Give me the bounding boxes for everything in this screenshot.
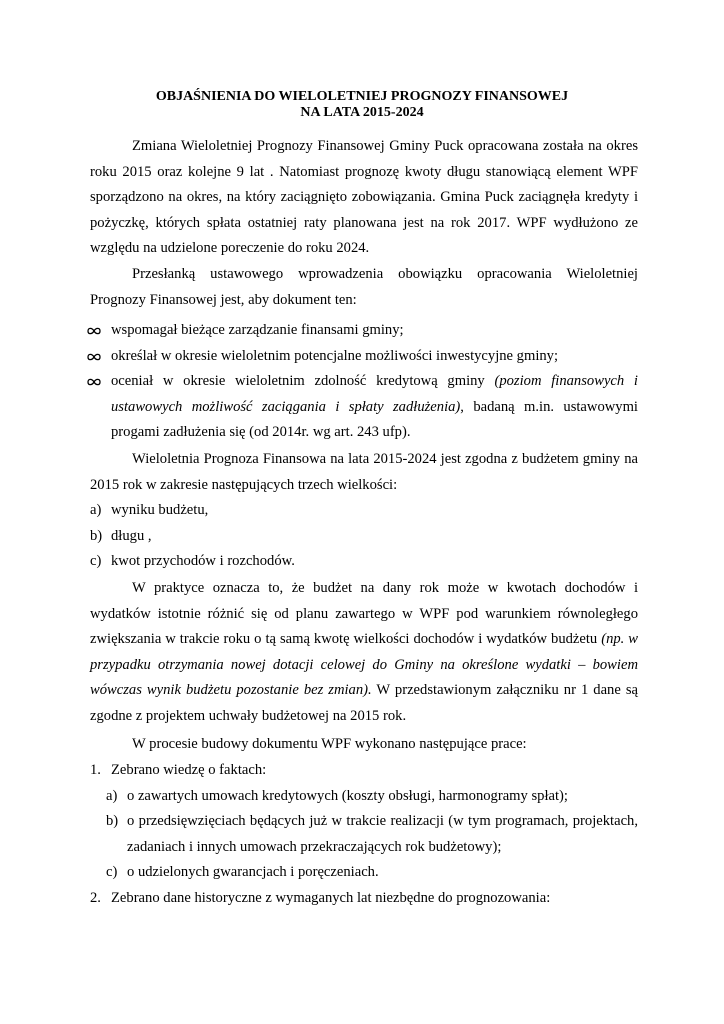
infinity-bullet-icon xyxy=(86,374,102,390)
infinity-bullet-icon xyxy=(86,323,102,339)
list-item: c) kwot przychodów i rozchodów. xyxy=(90,553,295,570)
list-item: c) o udzielonych gwarancjach i poręczeniach. xyxy=(106,864,379,881)
list-item: 2. Zebrano dane historyczne z wymaganych lat niezbędne do prognozowania: xyxy=(90,889,551,906)
title-line-2: NA LATA 2015-2024 xyxy=(300,105,424,120)
paragraph-practice: W praktyce oznacza to, że budżet na dany rok może w kwotach dochodów i wydatków istotnie różnić się od planu zawartego w WPF pod warunkiem równoległego zwiększania w trakcie roku o tą samą kwotę wielkości dochodów i wydatków budżetu (np. w przypadku otrzymania nowej dotacji celowej do Gminy na określone wydatki – bowiem wówczas wynik budżetu pozostanie bez zmian). W przedstawionym załączniku nr 1 dane są zgodne z projektem uchwały budżetowej na 2015 rok. xyxy=(90,580,639,724)
document-title xyxy=(0,89,724,121)
list-item: b) o przedsięwzięciach będących już w trakcie realizacji (w tym programach, projektach, zadaniach i innych umowach przekraczających rok budżetowy); xyxy=(106,813,638,855)
paragraph-intro: Zmiana Wieloletniej Prognozy Finansowej Gminy Puck opracowana została na okres roku 2015 oraz kolejne 9 lat . Natomiast prognozę kwoty długu stanowiącą element WPF sporządzono na okres, na który zaciągnięto zobowiązania. Gmina Puck zaciągnęła kredyty i pożyczkę, których spłata ostatniej raty planowana jest na rok 2017. WPF wydłużono ze względu na udzielone poreczenie do roku 2024. xyxy=(90,138,638,257)
numbered-list xyxy=(0,758,724,912)
title-line-1: OBJAŚNIENIA DO WIELOLETNIEJ PROGNOZY FINANSOWEJ xyxy=(155,89,569,104)
list-item: 1. Zebrano wiedzę o faktach: xyxy=(90,762,267,778)
list-item: oceniał w okresie wieloletnim zdolność kredytową gminy (poziom finansowych i ustawowych możliwość zaciągania i spłaty zadłużenia), badaną m.in. ustawowymi progami zadłużenia się (od 2014r. wg art. 243 ufp). xyxy=(0,369,724,446)
alpha-list xyxy=(0,498,724,575)
list-item: a) o zawartych umowach kredytowych (koszty obsługi, harmonogramy spłat); xyxy=(106,787,568,804)
list-item: a) wyniku budżetu, xyxy=(90,502,209,518)
bullet-list xyxy=(0,318,724,446)
list-item: określał w okresie wieloletnim potencjalne możliwości inwestycyjne gminy; xyxy=(0,344,724,370)
list-item: b) długu , xyxy=(90,527,152,544)
paragraph-premise: Przesłanką ustawowego wprowadzenia obowiązku opracowania Wieloletniej Prognozy Finansowej jest, aby dokument ten: xyxy=(90,266,638,308)
list-item: wspomagał bieżące zarządzanie finansami gminy; xyxy=(0,318,724,344)
infinity-bullet-icon xyxy=(86,349,102,365)
paragraph-compliance: Wieloletnia Prognoza Finansowa na lata 2015-2024 jest zgodna z budżetem gminy na 2015 rok w zakresie następujących trzech wielkości: xyxy=(90,451,638,493)
paragraph-process: W procesie budowy dokumentu WPF wykonano następujące prace: xyxy=(132,736,527,752)
